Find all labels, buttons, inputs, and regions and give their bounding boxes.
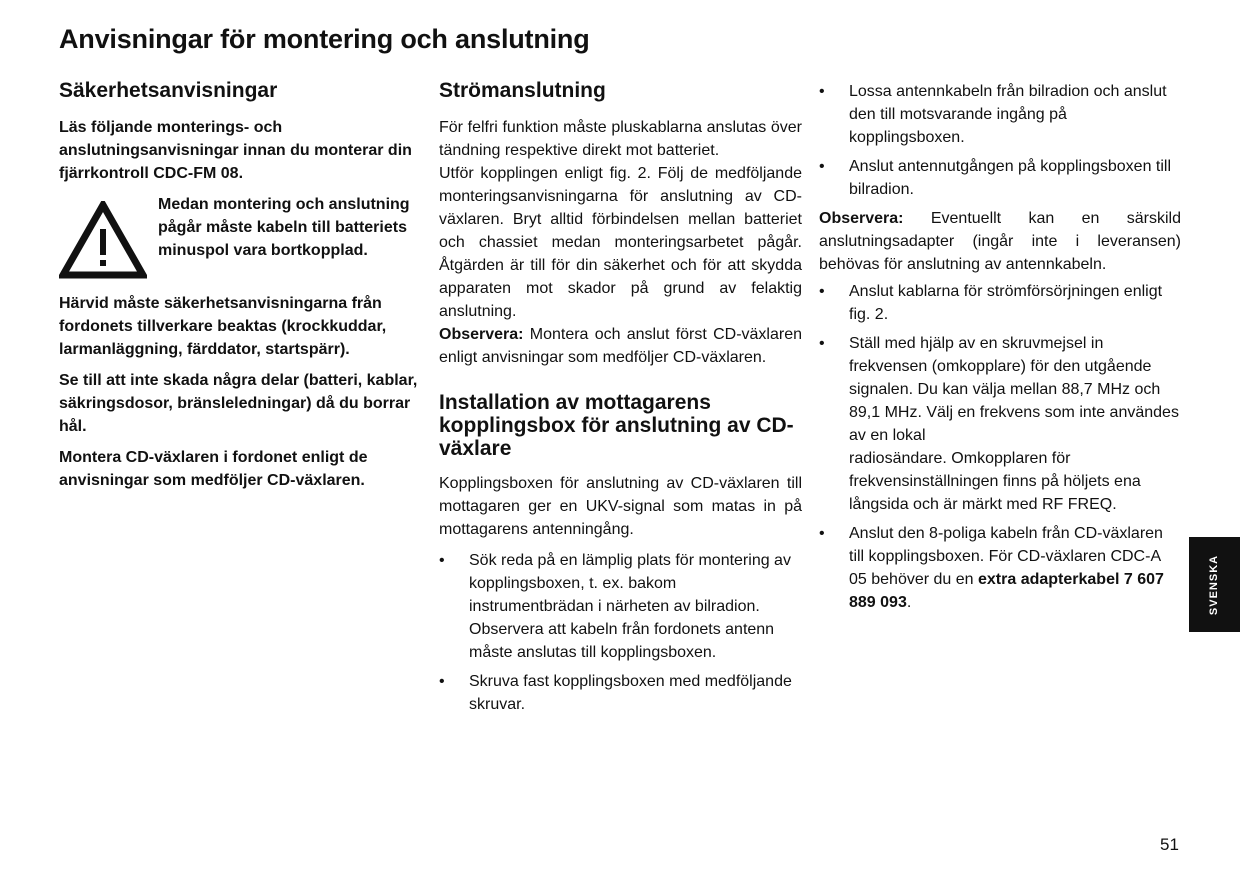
safety-intro: Läs följande monterings- och anslutningsanvisningar innan du monterar din fjärrkontroll CDC-FM 08.	[59, 119, 412, 182]
list-item-end: .	[906, 594, 912, 611]
safety-paragraph-3: Montera CD-växlaren i fordonet enligt de anvisningar som medföljer CD-växlaren.	[59, 449, 368, 489]
connection-list-a	[819, 80, 1181, 201]
list-item-text: Anslut antennutgången på kopplingsboxen till bilradion.	[849, 158, 1172, 198]
power-note	[439, 323, 802, 369]
page-number: 51	[1160, 835, 1179, 854]
page-title: Anvisningar för montering och anslutning	[59, 24, 590, 54]
list-item	[439, 549, 802, 664]
language-tab-label: SVENSKA	[1208, 554, 1221, 615]
bullet-glyph: •	[819, 283, 825, 300]
warning-text: Medan montering och anslutning pågår måste kabeln till batteriets minuspol vara bortkopplad.	[158, 196, 410, 259]
list-item	[819, 280, 1181, 326]
list-item-text: Skruva fast kopplingsboxen med medföljande skruvar.	[469, 673, 792, 713]
list-item-text-continued: radiosändare. Omkopplaren för frekvensinställningen finns på höljets ena långsida och är märkt med RF FREQ.	[849, 450, 1141, 513]
power-note-text: Montera och anslut först CD-växlaren enligt anvisningar som medföljer CD-växlaren.	[439, 326, 802, 366]
safety-paragraph-1: Härvid måste säkerhetsanvisningarna från fordonets tillverkare beaktas (krockkuddar, larmanläggning, färddator, startspärr).	[59, 295, 387, 358]
bullet-glyph: •	[819, 525, 825, 542]
warning-triangle-icon	[59, 193, 158, 284]
power-note-label: Observera:	[439, 326, 524, 343]
bullet-glyph: •	[439, 673, 445, 690]
antenna-note	[819, 207, 1181, 276]
list-item	[819, 522, 1181, 614]
bullet-glyph: •	[819, 335, 825, 352]
list-item	[819, 332, 1181, 516]
antenna-note-text: Eventuellt kan en särskild anslutningsadapter (ingår inte i leveransen) behövas för anslutning av antennkabeln.	[819, 210, 1181, 273]
column-power	[439, 78, 802, 724]
power-paragraph-2: Utför kopplingen enligt fig. 2. Följ de medföljande monteringsanvisningarna för anslutning av CD-växlaren. Bryt alltid förbindelsen mellan batteriet och chassiet medan monteringsarbetet pågår. Åtgärden är till för din säkerhet och för att skydda apparaten mot skador på grund av felaktig anslutning.	[439, 165, 802, 320]
bullet-glyph: •	[819, 83, 825, 100]
list-item	[819, 155, 1181, 201]
column-connection	[819, 80, 1181, 622]
list-item	[439, 670, 802, 716]
list-item-text: Sök reda på en lämplig plats för montering av kopplingsboxen, t. ex. bakom instrumentbrädan i närheten av bilradion. Observera att kabeln från fordonets antenn måste anslutas till kopplingsboxen.	[469, 552, 791, 661]
bullet-glyph: •	[439, 552, 445, 569]
list-item-text: Anslut den 8-poliga kabeln från CD-växlaren till kopplingsboxen. För CD-växlaren CDC-A 05 behöver du en	[849, 525, 1163, 588]
installation-list	[439, 549, 802, 716]
installation-heading: Installation av mottagarens kopplingsbox för anslutning av CD-växlare	[439, 391, 794, 460]
installation-paragraph: Kopplingsboxen för anslutning av CD-växlaren till mottagaren ger en UKV-signal som matas in på mottagarens antenningång.	[439, 475, 802, 538]
connection-list-b	[819, 280, 1181, 614]
power-paragraph-1: För felfri funktion måste pluskablarna anslutas över tändning respektive direkt mot batteriet.	[439, 119, 802, 159]
antenna-note-label: Observera:	[819, 210, 904, 227]
warning-block	[59, 193, 423, 284]
power-heading: Strömanslutning	[439, 79, 606, 102]
list-item-text: Lossa antennkabeln från bilradion och anslut den till motsvarande ingång på kopplingsboxen.	[849, 83, 1167, 146]
adapter-cable-part-number: extra adapterkabel 7 607 889 093	[849, 571, 1164, 611]
list-item-text: Anslut kablarna för strömförsörjningen enligt fig. 2.	[849, 283, 1163, 323]
list-item-text: Ställ med hjälp av en skruvmejsel in frekvensen (omkopplare) för den utgående signalen. Du kan välja mellan 88,7 MHz och 89,1 MHz. Välj en frekvens som inte användes av en lokal	[849, 335, 1179, 444]
language-tab	[1189, 537, 1240, 632]
safety-paragraph-2: Se till att inte skada några delar (batteri, kablar, säkringsdosor, bränsleledningar) då du borrar hål.	[59, 372, 418, 435]
bullet-glyph: •	[819, 158, 825, 175]
safety-heading: Säkerhetsanvisningar	[59, 79, 278, 102]
column-safety	[59, 78, 423, 500]
list-item	[819, 80, 1181, 149]
